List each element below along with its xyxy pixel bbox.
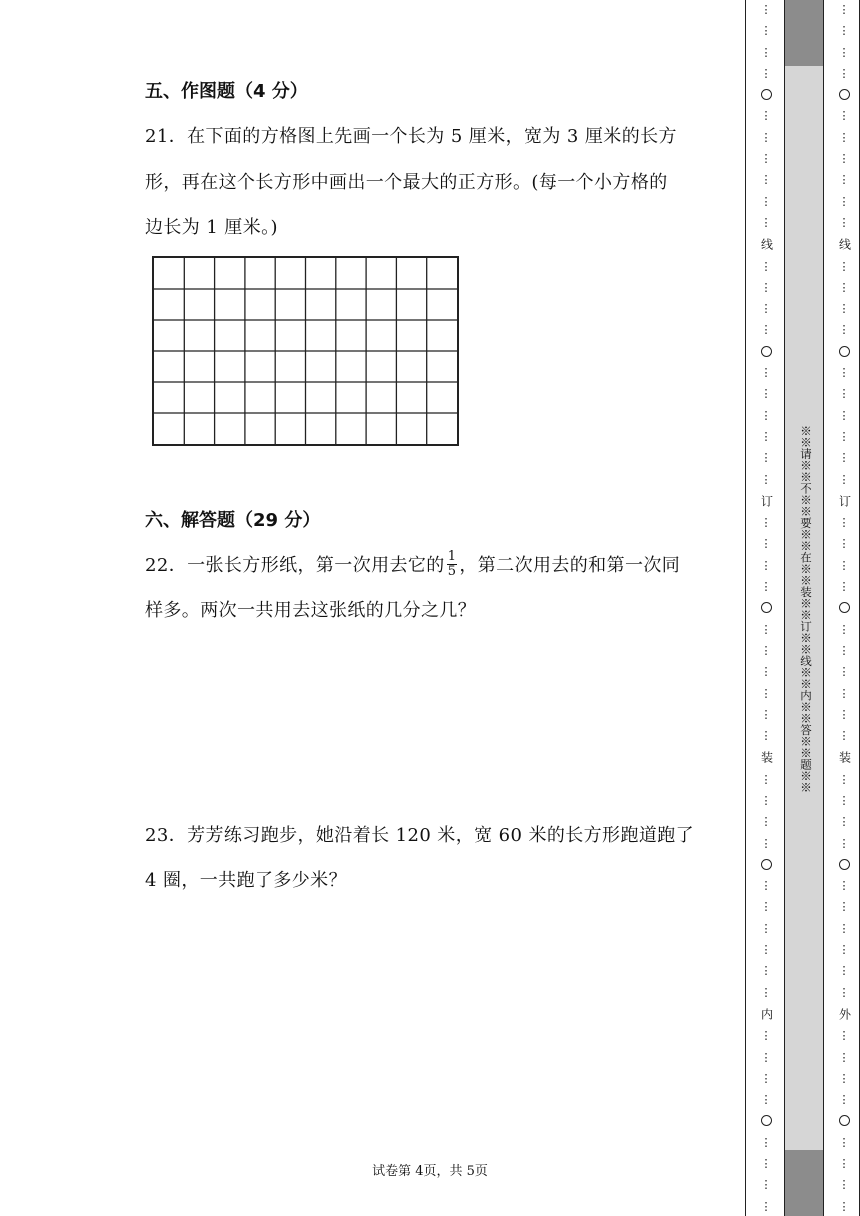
seal-dots: ⋮ — [760, 109, 772, 123]
fraction-denominator: 5 — [447, 563, 457, 579]
seal-dots: ⋮ — [760, 537, 772, 551]
seal-dots: ⋮ — [838, 836, 850, 850]
seal-dots: ⋮ — [838, 1071, 850, 1085]
seal-dots: ⋮ — [838, 900, 850, 914]
seal-dots: ⋮ — [760, 472, 772, 486]
question-22-text-before: 22．一张长方形纸，第一次用去它的 — [145, 555, 445, 576]
binding-border-inner-left — [784, 0, 785, 1216]
seal-dots: ⋮ — [838, 943, 850, 957]
seal-dots: ⋮ — [760, 1135, 772, 1149]
seal-dots: ⋮ — [838, 109, 850, 123]
question-22-line-1 — [145, 548, 681, 581]
seal-dots: ⋮ — [838, 707, 850, 721]
seal-circle — [839, 1115, 850, 1126]
question-23-line-2: 4 圈，一共跑了多少米？ — [145, 870, 347, 891]
seal-dots: ⋮ — [838, 772, 850, 786]
seal-dots: ⋮ — [760, 1199, 772, 1213]
section-5-title: 五、作图题（4 分） — [145, 81, 308, 102]
seal-dots: ⋮ — [838, 1135, 850, 1149]
seal-dots: ⋮ — [838, 366, 850, 380]
binding-border-inner-right — [823, 0, 824, 1216]
seal-dots: ⋮ — [838, 815, 850, 829]
seal-dots: ⋮ — [760, 215, 772, 229]
seal-dots: ⋮ — [838, 643, 850, 657]
seal-dots: ⋮ — [838, 793, 850, 807]
seal-dots: ⋮ — [838, 302, 850, 316]
seal-dots: ⋮ — [760, 451, 772, 465]
seal-mark: 内 — [759, 1007, 774, 1020]
seal-dots: ⋮ — [760, 558, 772, 572]
seal-circle — [839, 89, 850, 100]
seal-circle — [839, 346, 850, 357]
seal-dots: ⋮ — [838, 985, 850, 999]
seal-mark: 线 — [837, 238, 852, 251]
seal-mark: 装 — [837, 751, 852, 764]
seal-dots: ⋮ — [838, 1093, 850, 1107]
seal-mark: 装 — [759, 751, 774, 764]
seal-dots: ⋮ — [838, 472, 850, 486]
seal-dots: ⋮ — [760, 985, 772, 999]
seal-dots: ⋮ — [838, 879, 850, 893]
seal-dots: ⋮ — [760, 173, 772, 187]
page-footer: 试卷第 4页，共 5页 — [372, 1164, 488, 1179]
seal-dots: ⋮ — [838, 686, 850, 700]
seal-dots: ⋮ — [760, 302, 772, 316]
seal-dots: ⋮ — [838, 387, 850, 401]
seal-dots: ⋮ — [760, 707, 772, 721]
seal-dots: ⋮ — [838, 1199, 850, 1213]
seal-dots: ⋮ — [838, 152, 850, 166]
seal-dots: ⋮ — [760, 943, 772, 957]
seal-mark: 订 — [837, 494, 852, 507]
seal-dots: ⋮ — [760, 900, 772, 914]
seal-dots: ⋮ — [760, 1029, 772, 1043]
seal-dots: ⋮ — [838, 580, 850, 594]
seal-circle — [761, 1115, 772, 1126]
seal-dots: ⋮ — [838, 665, 850, 679]
seal-dots: ⋮ — [760, 280, 772, 294]
seal-dots: ⋮ — [838, 194, 850, 208]
section-6-title: 六、解答题（29 分） — [145, 510, 321, 531]
seal-dots: ⋮ — [760, 429, 772, 443]
seal-dots: ⋮ — [838, 323, 850, 337]
seal-dots: ⋮ — [838, 1157, 850, 1171]
seal-circle — [761, 89, 772, 100]
grid-lines — [154, 258, 457, 444]
seal-dots: ⋮ — [838, 921, 850, 935]
seal-mark: 线 — [759, 238, 774, 251]
seal-dots: ⋮ — [760, 66, 772, 80]
seal-dots: ⋮ — [760, 665, 772, 679]
seal-dots: ⋮ — [760, 45, 772, 59]
seal-dots: ⋮ — [838, 537, 850, 551]
seal-dots: ⋮ — [760, 772, 772, 786]
outer-seal-line — [832, 4, 856, 1212]
seal-dots: ⋮ — [760, 622, 772, 636]
seal-dots: ⋮ — [760, 194, 772, 208]
seal-dots: ⋮ — [760, 879, 772, 893]
seal-dots: ⋮ — [838, 622, 850, 636]
question-21-line-1: 21．在下面的方格图上先画一个长为 5 厘米，宽为 3 厘米的长方 — [145, 126, 677, 147]
question-21-line-3: 边长为 1 厘米。) — [145, 217, 278, 238]
seal-dots: ⋮ — [760, 793, 772, 807]
seal-dots: ⋮ — [760, 24, 772, 38]
fraction-numerator: 1 — [447, 548, 457, 564]
question-22-line-2: 样多。两次一共用去这张纸的几分之几？ — [145, 600, 477, 621]
seal-dots: ⋮ — [760, 516, 772, 530]
fraction-one-fifth — [447, 550, 458, 579]
seal-dots: ⋮ — [760, 130, 772, 144]
seal-dots: ⋮ — [760, 580, 772, 594]
seal-dots: ⋮ — [838, 451, 850, 465]
seal-dots: ⋮ — [760, 366, 772, 380]
seal-dots: ⋮ — [838, 964, 850, 978]
seal-dots: ⋮ — [760, 729, 772, 743]
seal-dots: ⋮ — [760, 964, 772, 978]
seal-dots: ⋮ — [760, 1157, 772, 1171]
seal-dots: ⋮ — [760, 323, 772, 337]
seal-circle — [839, 859, 850, 870]
question-21-line-2: 形，再在这个长方形中画出一个最大的正方形。(每一个小方格的 — [145, 172, 668, 193]
inner-seal-line — [754, 4, 778, 1212]
seal-dots: ⋮ — [760, 1050, 772, 1064]
question-22-text-after: ，第二次用去的和第一次同 — [459, 555, 681, 576]
seal-mark: 外 — [837, 1007, 852, 1020]
seal-dots: ⋮ — [760, 643, 772, 657]
question-23-line-1: 23．芳芳练习跑步，她沿着长 120 米，宽 60 米的长方形跑道跑了 — [145, 825, 695, 846]
seal-dots: ⋮ — [838, 1178, 850, 1192]
seal-dots: ⋮ — [760, 387, 772, 401]
seal-circle — [839, 602, 850, 613]
seal-dots: ⋮ — [760, 686, 772, 700]
seal-dots: ⋮ — [838, 24, 850, 38]
seal-dots: ⋮ — [838, 729, 850, 743]
seal-dots: ⋮ — [838, 45, 850, 59]
seal-dots: ⋮ — [838, 1029, 850, 1043]
seal-dots: ⋮ — [838, 408, 850, 422]
seal-circle — [761, 859, 772, 870]
seal-dots: ⋮ — [760, 1178, 772, 1192]
seal-dots: ⋮ — [760, 1093, 772, 1107]
seal-dots: ⋮ — [838, 280, 850, 294]
seal-dots: ⋮ — [838, 558, 850, 572]
seal-dots: ⋮ — [838, 1050, 850, 1064]
seal-dots: ⋮ — [838, 173, 850, 187]
seal-dots: ⋮ — [838, 516, 850, 530]
seal-dots: ⋮ — [760, 921, 772, 935]
seal-circle — [761, 346, 772, 357]
seal-dots: ⋮ — [760, 259, 772, 273]
seal-dots: ⋮ — [838, 130, 850, 144]
seal-dots: ⋮ — [838, 215, 850, 229]
binding-strip-top-block — [784, 0, 823, 66]
seal-dots: ⋮ — [760, 1071, 772, 1085]
seal-mark: 订 — [759, 494, 774, 507]
seal-dots: ⋮ — [760, 3, 772, 16]
binding-notice: ※※请※※不※※要※※在※※装※※订※※线※※内※※答※※题※※ — [799, 425, 813, 793]
seal-dots: ⋮ — [838, 66, 850, 80]
seal-dots: ⋮ — [838, 429, 850, 443]
binding-border-left — [745, 0, 746, 1216]
seal-dots: ⋮ — [760, 836, 772, 850]
seal-circle — [761, 602, 772, 613]
seal-dots: ⋮ — [838, 259, 850, 273]
seal-dots: ⋮ — [760, 152, 772, 166]
binding-strip-bottom-block — [784, 1150, 823, 1216]
seal-dots: ⋮ — [760, 815, 772, 829]
seal-dots: ⋮ — [838, 3, 850, 16]
square-grid — [152, 256, 459, 446]
seal-dots: ⋮ — [760, 408, 772, 422]
